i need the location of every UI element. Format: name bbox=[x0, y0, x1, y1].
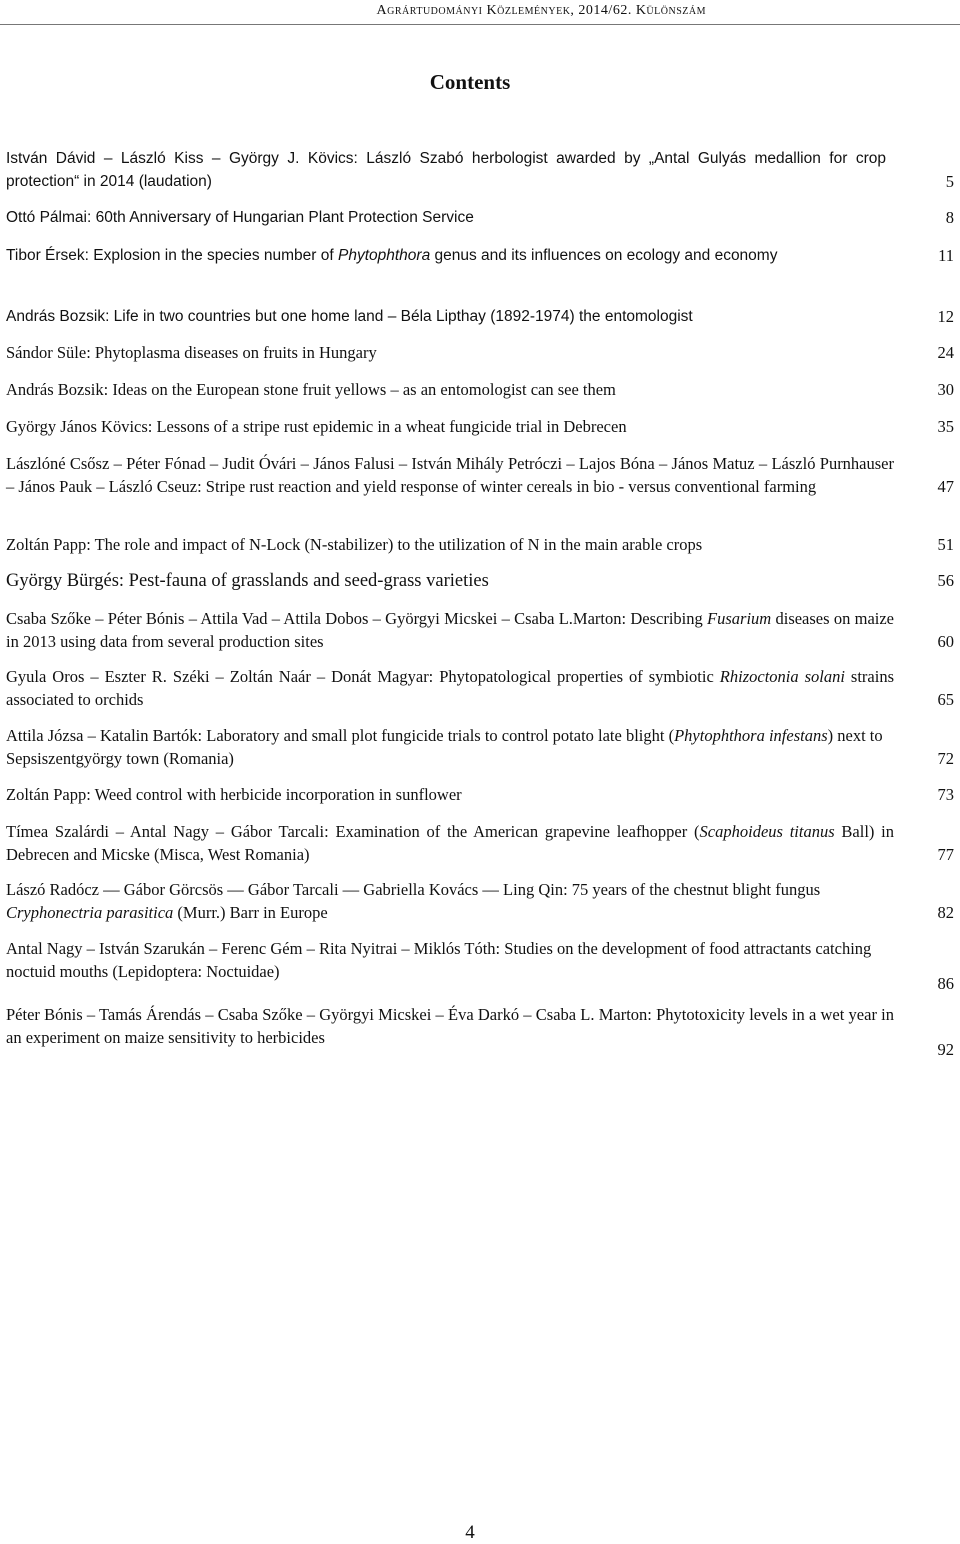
toc-page-number: 56 bbox=[937, 571, 954, 590]
toc-entry[interactable] bbox=[6, 938, 956, 993]
toc-entry-text: Lászó Radócz — Gábor Görcsös — Gábor Tarcali — Gabriella Kovács — Ling Qin: 75 years of the chestnut blight fungus Cryphonectria parasitica (Murr.) Barr in Europe bbox=[6, 880, 821, 922]
toc-entry-text: Antal Nagy – István Szarukán – Ferenc Gém – Rita Nyitrai – Miklós Tóth: Studies on the development of food attractants catching noctuid mouths (Lepidoptera: Noctuidae) bbox=[6, 939, 872, 981]
taxon-name: Phytophthora bbox=[337, 247, 431, 264]
toc-entry[interactable] bbox=[6, 784, 956, 807]
toc-page-number: 5 bbox=[945, 171, 954, 191]
toc-entry[interactable] bbox=[6, 416, 956, 439]
toc-entry-text: Tímea Szalárdi – Antal Nagy – Gábor Tarcali: Examination of the American grapevine leafhopper (Scaphoideus titanus Ball) in Debrecen and Micske (Misca, West Romania) bbox=[6, 822, 895, 864]
taxon-name: Cryphonectria parasitica bbox=[6, 902, 174, 922]
toc-entry-text: András Bozsik: Life in two countries but one home land – Béla Lipthay (1892-1974) the entomologist bbox=[6, 308, 693, 325]
toc-page-number: 35 bbox=[937, 417, 954, 436]
toc-entry[interactable] bbox=[6, 1004, 956, 1059]
toc-entry-text: Ottó Pálmai: 60th Anniversary of Hungarian Plant Protection Service bbox=[6, 209, 474, 226]
toc-page-number: 73 bbox=[937, 785, 954, 804]
toc-page-number: 82 bbox=[937, 902, 954, 922]
toc-entry-text: Attila Józsa – Katalin Bartók: Laboratory and small plot fungicide trials to control potato late blight (Phytophthora infestans) next to Sepsiszentgyörgy town (Romania) bbox=[6, 726, 883, 768]
toc-page-number: 30 bbox=[937, 380, 954, 399]
toc-entry[interactable] bbox=[6, 821, 956, 866]
toc-entry[interactable] bbox=[6, 666, 956, 711]
toc-page-number: 92 bbox=[937, 1039, 954, 1059]
toc-entry[interactable] bbox=[6, 245, 956, 268]
toc-entry[interactable] bbox=[6, 148, 956, 193]
page-title: Contents bbox=[429, 70, 511, 94]
toc-page-number: 24 bbox=[937, 343, 954, 362]
toc-entry-text: Lászlóné Csősz – Péter Fónad – Judit Óvári – János Falusi – István Mihály Petróczi – Lajos Bóna – János Matuz – László Purnhauser – János Pauk – László Cseuz: Stripe rust reaction and yield response of winter cereals in bio - versus conventional farming bbox=[6, 454, 894, 496]
toc-page-number: 86 bbox=[937, 973, 954, 993]
taxon-name: Scaphoideus titanus bbox=[699, 822, 835, 841]
toc-entry-text: Tibor Érsek: Explosion in the species number of Phytophthora genus and its influences on ecology and economy bbox=[6, 247, 778, 264]
toc-page-number: 8 bbox=[945, 208, 954, 227]
toc-entry-text: Csaba Szőke – Péter Bónis – Attila Vad – Attila Dobos – Györgyi Micskei – Csaba L.Marton: Describing Fusarium diseases on maize in 2013 using data from several production sites bbox=[6, 609, 894, 651]
toc-page-number: 11 bbox=[938, 246, 954, 265]
toc-entry[interactable] bbox=[6, 608, 956, 653]
toc-page-number: 12 bbox=[937, 307, 954, 326]
toc-entry[interactable] bbox=[6, 342, 956, 365]
running-header bbox=[0, 0, 960, 25]
toc-entry[interactable] bbox=[6, 879, 956, 924]
toc-page-number: 51 bbox=[937, 535, 954, 554]
toc-entry[interactable] bbox=[6, 570, 956, 593]
taxon-name: Fusarium bbox=[707, 609, 772, 628]
page-number: 4 bbox=[465, 1522, 475, 1543]
toc-entry-text: György János Kövics: Lessons of a stripe rust epidemic in a wheat fungicide trial in Debrecen bbox=[6, 417, 627, 436]
toc-entry[interactable] bbox=[6, 725, 956, 770]
toc-entry[interactable] bbox=[6, 379, 956, 402]
toc-page-number: 77 bbox=[937, 844, 954, 864]
toc-entry-text: Sándor Süle: Phytoplasma diseases on fruits in Hungary bbox=[6, 343, 377, 362]
journal-title: Agrártudományi Közlemények, 2014/62. Különszám bbox=[376, 3, 706, 18]
toc-entry[interactable] bbox=[6, 534, 956, 557]
taxon-name: Rhizoctonia solani bbox=[719, 667, 845, 686]
taxon-name: Phytophthora infestans bbox=[674, 726, 828, 745]
toc-page-number: 47 bbox=[937, 476, 954, 496]
toc-page-number: 65 bbox=[937, 689, 954, 709]
toc-entry-text: Zoltán Papp: Weed control with herbicide incorporation in sunflower bbox=[6, 785, 462, 804]
toc-entry[interactable] bbox=[6, 453, 956, 498]
toc-entry-text: András Bozsik: Ideas on the European stone fruit yellows – as an entomologist can see them bbox=[6, 380, 616, 399]
toc-entry-text: Gyula Oros – Eszter R. Széki – Zoltán Naár – Donát Magyar: Phytopatological properties of symbiotic Rhizoctonia solani strains associated to orchids bbox=[6, 667, 894, 709]
toc-page-number: 72 bbox=[937, 748, 954, 768]
toc-page-number: 60 bbox=[937, 631, 954, 651]
toc-entry-text: István Dávid – László Kiss – György J. Kövics: László Szabó herbologist awarded by „Antal Gulyás medallion for crop protection“ in 2014 (laudation) bbox=[6, 150, 886, 190]
toc-entry-text: György Bürgés: Pest-fauna of grasslands and seed-grass varieties bbox=[6, 571, 489, 591]
toc-entry[interactable] bbox=[6, 207, 956, 230]
toc-entry[interactable] bbox=[6, 306, 956, 329]
toc-entry-text: Péter Bónis – Tamás Árendás – Csaba Szőke – Györgyi Micskei – Éva Darkó – Csaba L. Marton: Phytotoxicity levels in a wet year in an experiment on maize sensitivity to herbicides bbox=[6, 1005, 894, 1047]
toc-entry-text: Zoltán Papp: The role and impact of N-Lock (N-stabilizer) to the utilization of N in the main arable crops bbox=[6, 535, 703, 554]
